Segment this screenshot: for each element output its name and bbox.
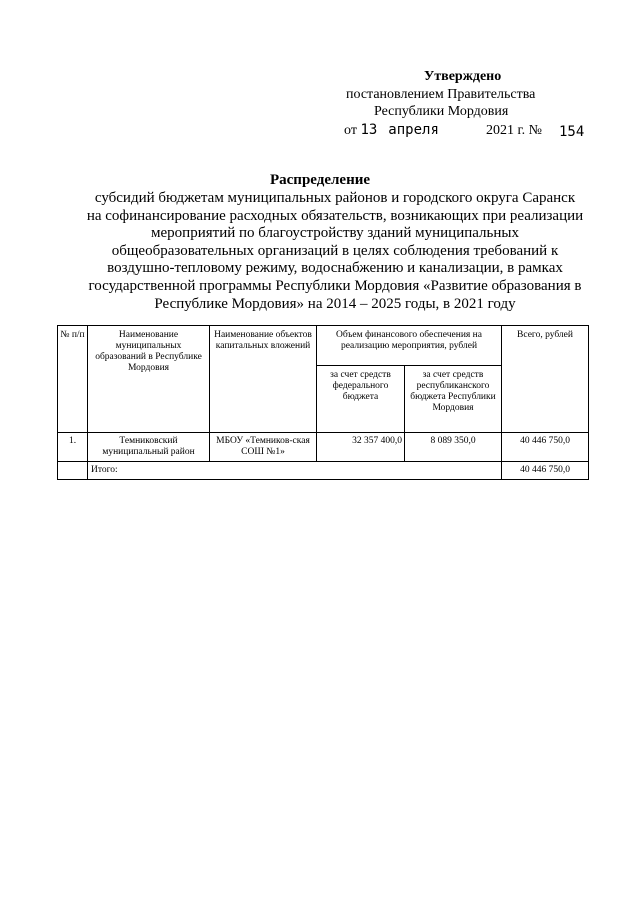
- approval-title: Утверждено: [424, 69, 502, 84]
- approval-date: [344, 122, 439, 139]
- subtitle-line: субсидий бюджетам муниципальных районов и городского округа Саранск: [94, 190, 576, 206]
- subtitle-line: Республике Мордовия» на 2014 – 2025 годы, в 2021 году: [154, 295, 516, 312]
- date-day: 13: [360, 122, 378, 138]
- header-municipality: Наименование муниципальных образований в Республике Мордовия: [88, 326, 210, 433]
- table-row: [58, 433, 589, 462]
- approval-line-2: Республики Мордовия: [374, 104, 509, 119]
- summary-empty: [58, 462, 88, 480]
- approval-line-1: постановлением Правительства: [346, 87, 536, 102]
- subtitle-line: воздушно-тепловому режиму, водоснабжению и канализации, в рамках: [107, 260, 563, 277]
- header-total: Всего, рублей: [502, 326, 589, 433]
- cell-municipality: Темниковский муниципальный район: [88, 433, 210, 462]
- cell-object: МБОУ «Темников-ская СОШ №1»: [210, 433, 317, 462]
- document-title: Распределение: [269, 172, 371, 188]
- approval-year: 2021 г. №: [486, 123, 543, 138]
- cell-total: 40 446 750,0: [502, 433, 589, 462]
- header-federal: за счет средств федерального бюджета: [317, 366, 405, 433]
- summary-total: 40 446 750,0: [502, 462, 589, 480]
- subtitle-line: общеобразовательных организаций в целях соблюдения требований к: [111, 242, 559, 259]
- cell-num: 1.: [58, 433, 88, 462]
- subtitle-line: государственной программы Республики Мордовия «Развитие образования в: [88, 277, 582, 294]
- cell-federal: 32 357 400,0: [317, 433, 405, 462]
- date-month: апреля: [388, 122, 439, 138]
- subtitle-line: мероприятий по благоустройству зданий муниципальных: [151, 225, 519, 242]
- summary-label: Итого:: [88, 462, 502, 480]
- summary-row: [58, 462, 589, 480]
- subtitle-line: на софинансирование расходных обязательств, возникающих при реализации: [86, 207, 584, 224]
- header-object: Наименование объектов капитальных вложений: [210, 326, 317, 433]
- cell-regional: 8 089 350,0: [405, 433, 502, 462]
- document-subtitle: [70, 190, 600, 313]
- header-regional: за счет средств республиканского бюджета Республики Мордовия: [405, 366, 502, 433]
- header-num: № п/п: [58, 326, 88, 433]
- date-prefix: от: [344, 123, 357, 138]
- distribution-table: [57, 325, 589, 480]
- header-funding: Объем финансового обеспечения на реализацию мероприятия, рублей: [317, 326, 502, 366]
- approval-number: 154: [559, 124, 585, 140]
